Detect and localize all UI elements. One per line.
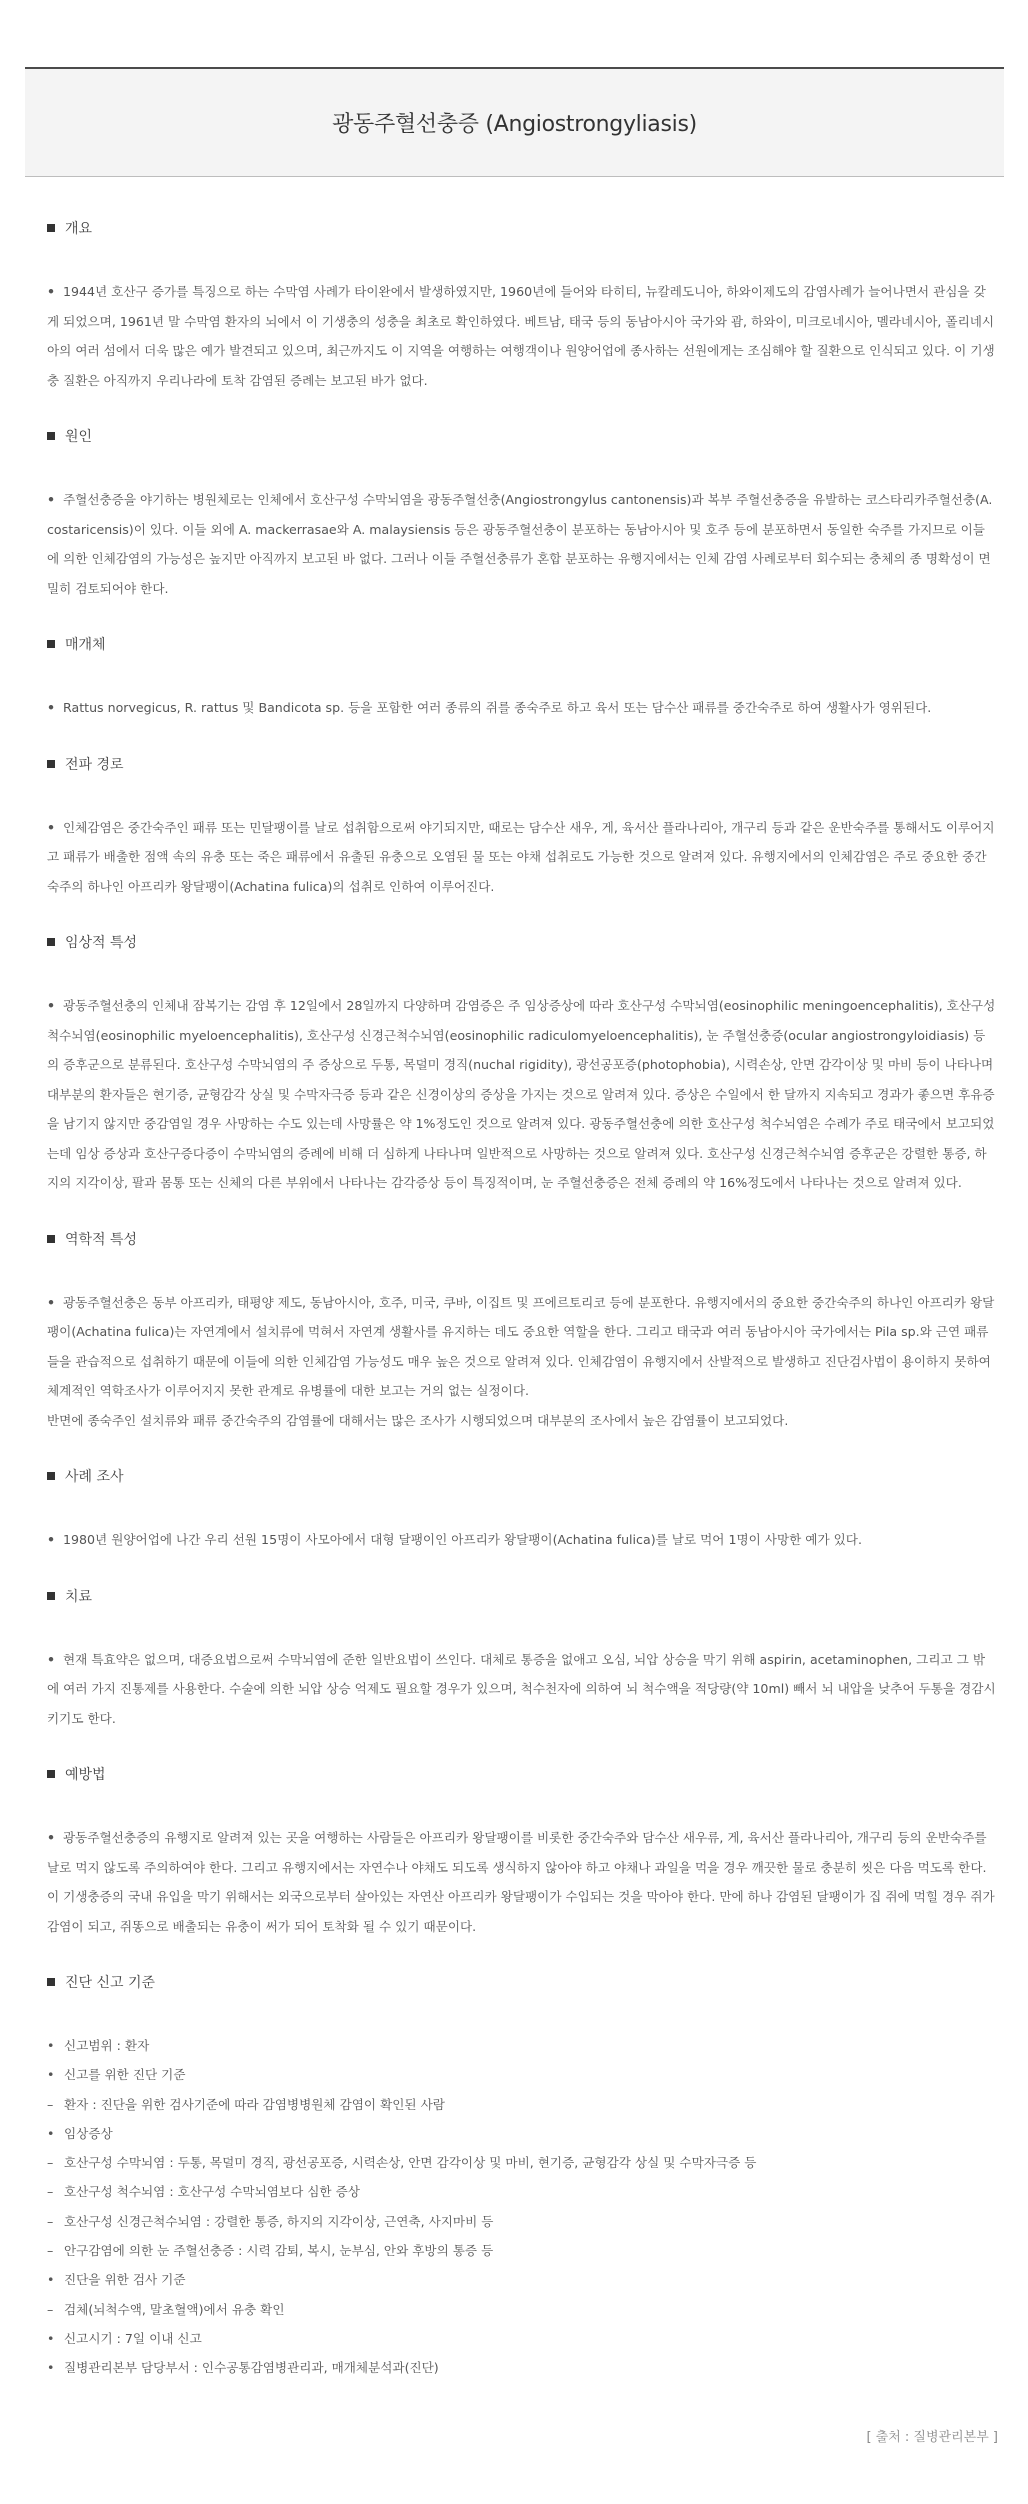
list-item: • 질병관리본부 담당부서 : 인수공통감염병관리과, 매개체분석과(진단) xyxy=(47,2360,439,2376)
section-paragraph: • 1980년 원양어업에 나간 우리 선원 15명이 사모아에서 대형 달팽이인 아프리카 왕달팽이(Achatina fulica)를 날로 먹어 1명이 사망한 예가 있다. xyxy=(47,1525,997,1555)
section-heading: 개요 xyxy=(47,213,997,243)
section-paragraph: • 주혈선충증을 야기하는 병원체로는 인체에서 호산구성 수막뇌염을 광동주혈선충(Angiostrongylus cantonensis)과 복부 주혈선충증을 유발하는 코스타리카주혈선충(A. costaricensis)이 있다. 이들 외에 A. mackerrasae와 A. malaysiensis 등은 광동주혈선충이 분포하는 동남아시아 및 호주 등에 분포하면서 동일한 숙주를 가지므로 이들에 의한 인체감염의 가능성은 높지만 아직까지 보고된 바 없다. 그러나 이들 주혈선충류가 혼합 분포하는 유행지에서는 인체 감염 사례로부터 회수되는 충체의 종 명확성이 면밀히 검토되어야 한다. xyxy=(47,485,997,603)
bullet-icon: • xyxy=(47,284,56,299)
square-bullet-icon xyxy=(47,1592,55,1600)
section-heading: 원인 xyxy=(47,421,997,451)
list-item: – 호산구성 수막뇌염 : 두통, 목덜미 경직, 광선공포증, 시력손상, 안면 감각이상 및 마비, 현기증, 균형감각 상실 및 수막자극증 등 xyxy=(47,2155,757,2171)
page-title: 광동주혈선충증 (Angiostrongyliasis) xyxy=(332,112,697,137)
section-case-study xyxy=(47,1461,997,1555)
square-bullet-icon xyxy=(47,1978,55,1986)
square-bullet-icon xyxy=(47,1770,55,1778)
section-heading: 치료 xyxy=(47,1581,997,1611)
bullet-icon: • xyxy=(47,1830,56,1845)
bullet-icon: • xyxy=(47,998,56,1013)
bullet-icon: • xyxy=(47,819,56,835)
section-clinical xyxy=(47,927,997,1198)
list-item: • 신고시기 : 7일 이내 신고 xyxy=(47,2330,202,2346)
list-item: – 환자 : 진단을 위한 검사기준에 따라 감염병병원체 감염이 확인된 사람 xyxy=(47,2096,445,2112)
section-paragraph: • 1944년 호산구 증가를 특징으로 하는 수막염 사례가 타이완에서 발생하였지만, 1960년에 들어와 타히티, 뉴칼레도니아, 하와이제도의 감염사례가 늘어나면서 관심을 갖게 되었으며, 1961년 말 수막염 환자의 뇌에서 이 기생충의 성충을 최초로 확인하였다. 베트남, 태국 등의 동남아시아 국가와 괌, 하와이, 미크로네시아, 멜라네시아, 폴리네시아의 여러 섬에서 더욱 많은 예가 발견되고 있으며, 최근까지도 이 지역을 여행하는 여행객이나 원양어업에 종사하는 선원에게는 조심해야 할 질환으로 인식되고 있다. 이 기생충 질환은 아직까지 우리나라에 토착 감염된 증례는 보고된 바가 없다. xyxy=(47,277,997,395)
section-heading: 매개체 xyxy=(47,629,997,659)
list-item: • 신고범위 : 환자 xyxy=(47,2038,150,2053)
square-bullet-icon xyxy=(47,1472,55,1480)
section-heading: 전파 경로 xyxy=(47,749,997,779)
section-heading: 예방법 xyxy=(47,1759,997,1789)
criteria-list xyxy=(47,2031,997,2383)
section-treatment xyxy=(47,1581,997,1734)
section-paragraph: • 광동주혈선충증의 유행지로 알려져 있는 곳을 여행하는 사람들은 아프리카 왕달팽이를 비롯한 중간숙주와 담수산 새우류, 게, 육서산 플라나리아, 개구리 등의 운반숙주를 날로 먹지 않도록 주의하여야 한다. 그리고 유행지에서는 자연수나 야채도 되도록 생식하지 않아야 하고 야채나 과일을 먹을 경우 깨끗한 물로 충분히 씻은 다음 먹도록 한다. 이 기생충증의 국내 유입을 막기 위해서는 외국으로부터 살아있는 자연산 아프리카 왕달팽이가 수입되는 것을 막아야 한다. 만에 하나 감염된 달팽이가 집 쥐에 먹힐 경우 쥐가 감염이 되고, 쥐똥으로 배출되는 유충이 써가 되어 토착화 될 수 있기 때문이다. xyxy=(47,1823,997,1941)
list-item: • 임상증상 xyxy=(47,2125,113,2141)
list-item: • 신고를 위한 진단 기준 xyxy=(47,2067,186,2083)
section-vector xyxy=(47,629,997,723)
square-bullet-icon xyxy=(47,432,55,440)
section-heading: 임상적 특성 xyxy=(47,927,997,957)
section-paragraph: • 광동주혈선충의 인체내 잠복기는 감염 후 12일에서 28일까지 다양하며 감염증은 주 임상증상에 따라 호산구성 수막뇌염(eosinophilic meningoencephalitis), 호산구성 척수뇌염(eosinophilic myeloencephalitis), 호산구성 신경근척수뇌염(eosinophilic radiculomyeloencephalitis), 눈 주혈선충증(ocular angiostrongyloidiasis) 등의 증후군으로 분류된다. 호산구성 수막뇌염의 주 증상으로 두통, 목덜미 경직(nuchal rigidity), 광선공포증(photophobia), 시력손상, 안면 감각이상 및 마비 등이 나타나며 대부분의 환자들은 현기증, 균형감각 상실 및 수막자극증 등과 같은 신경이상의 증상을 가지는 것으로 알려져 있다. 증상은 수일에서 한 달까지 지속되고 경과가 좋으면 후유증을 남기지 않지만 중감염일 경우 사망하는 수도 있는데 사망률은 약 1%정도인 것으로 알려져 있다. 광동주혈선충에 의한 호산구성 척수뇌염은 수례가 주로 태국에서 보고되었는데 임상 증상과 호산구증다증이 수막뇌염의 증례에 비해 더 심하게 나타나며 일반적으로 사망하는 것으로 알려져 있다. 호산구성 신경근척수뇌염 증후군은 강렬한 통증, 하지의 지각이상, 팔과 몸통 또는 신체의 다른 부위에서 나타나는 감각증상 등이 특징적이며, 눈 주혈선충증은 전체 증례의 약 16%정도에서 나타나는 것으로 알려져 있다. xyxy=(47,991,997,1198)
section-heading: 진단 신고 기준 xyxy=(47,1967,997,1997)
section-diagnosis-criteria xyxy=(47,1967,997,2383)
bullet-icon: • xyxy=(47,700,56,715)
square-bullet-icon xyxy=(47,760,55,768)
bullet-icon: • xyxy=(47,1532,56,1547)
section-paragraph: • 인체감염은 중간숙주인 패류 또는 민달팽이를 날로 섭취함으로써 야기되지만, 때로는 담수산 새우, 게, 육서산 플라나리아, 개구리 등과 같은 운반숙주를 통해서도 이루어지고 패류가 배출한 점액 속의 유충 또는 죽은 패류에서 유출된 유충으로 오염된 물 또는 야채 섭취로도 가능한 것으로 알려져 있다. 유행지에서의 인체감염은 주로 중요한 중간숙주의 하나인 아프리카 왕달팽이(Achatina fulica)의 섭취로 인하여 이루어진다. xyxy=(47,813,997,902)
list-item: – 호산구성 신경근척수뇌염 : 강렬한 통증, 하지의 지각이상, 근연축, 사지마비 등 xyxy=(47,2213,494,2229)
section-prevention xyxy=(47,1759,997,1941)
section-paragraph: • 광동주혈선충은 동부 아프리카, 태평양 제도, 동남아시아, 호주, 미국, 쿠바, 이집트 및 프에르토리코 등에 분포한다. 유행지에서의 중요한 중간숙주의 하나인 아프리카 왕달팽이(Achatina fulica)는 자연계에서 설치류에 먹혀서 자연계 생활사를 유지하는 데도 중요한 역할을 한다. 그리고 태국과 여러 동남아시아 국가에서는 Pila sp.와 근연 패류들을 관습적으로 섭취하기 때문에 이들에 의한 인체감염 가능성도 매우 높은 것으로 알려져 있다. 인체감염이 유행지에서 산발적으로 발생하고 진단검사법이 용이하지 못하여 체계적인 역학조사가 이루어지지 못한 관계로 유병률에 대한 보고는 거의 없는 실정이다. 반면에 종숙주인 설치류와 패류 중간숙주의 감염률에 대해서는 많은 조사가 시행되었으며 대부분의 조사에서 높은 감염률이 보고되었다. xyxy=(47,1288,997,1436)
source-credit: [ 출처 : 질병관리본부 ] xyxy=(866,2430,998,2445)
list-item: • 진단을 위한 검사 기준 xyxy=(47,2272,186,2288)
square-bullet-icon xyxy=(47,1235,55,1243)
section-transmission xyxy=(47,749,997,902)
section-heading: 사례 조사 xyxy=(47,1461,997,1491)
bullet-icon: • xyxy=(47,1651,56,1667)
square-bullet-icon xyxy=(47,224,55,232)
page-title-box xyxy=(25,67,1004,177)
section-paragraph: • Rattus norvegicus, R. rattus 및 Bandicota sp. 등을 포함한 여러 종류의 쥐를 종숙주로 하고 육서 또는 담수산 패류를 중간숙주로 하여 생활사가 영위된다. xyxy=(47,693,997,723)
list-item: – 검체(뇌척수액, 말초혈액)에서 유충 확인 xyxy=(47,2301,285,2317)
section-epidemiology xyxy=(47,1224,997,1436)
bullet-icon: • xyxy=(47,492,56,507)
section-heading: 역학적 특성 xyxy=(47,1224,997,1254)
list-item: – 호산구성 척수뇌염 : 호산구성 수막뇌염보다 심한 증상 xyxy=(47,2184,360,2200)
square-bullet-icon xyxy=(47,938,55,946)
section-paragraph: • 현재 특효약은 없으며, 대증요법으로써 수막뇌염에 준한 일반요법이 쓰인다. 대체로 통증을 없애고 오심, 뇌압 상승을 막기 위해 aspirin, acetaminophen, 그리고 그 밖에 여러 가지 진통제를 사용한다. 수술에 의한 뇌압 상승 억제도 필요할 경우가 있으며, 척수천자에 의하여 뇌 척수액을 적당량(약 10ml) 빼서 뇌 내압을 낮추어 두통을 경감시키기도 한다. xyxy=(47,1645,997,1734)
section-cause xyxy=(47,421,997,603)
bullet-icon: • xyxy=(47,1294,56,1310)
section-overview xyxy=(47,213,997,395)
document-body xyxy=(47,213,997,2383)
list-item: – 안구감염에 의한 눈 주혈선충증 : 시력 감퇴, 복시, 눈부심, 안와 후방의 통증 등 xyxy=(47,2243,494,2259)
square-bullet-icon xyxy=(47,640,55,648)
